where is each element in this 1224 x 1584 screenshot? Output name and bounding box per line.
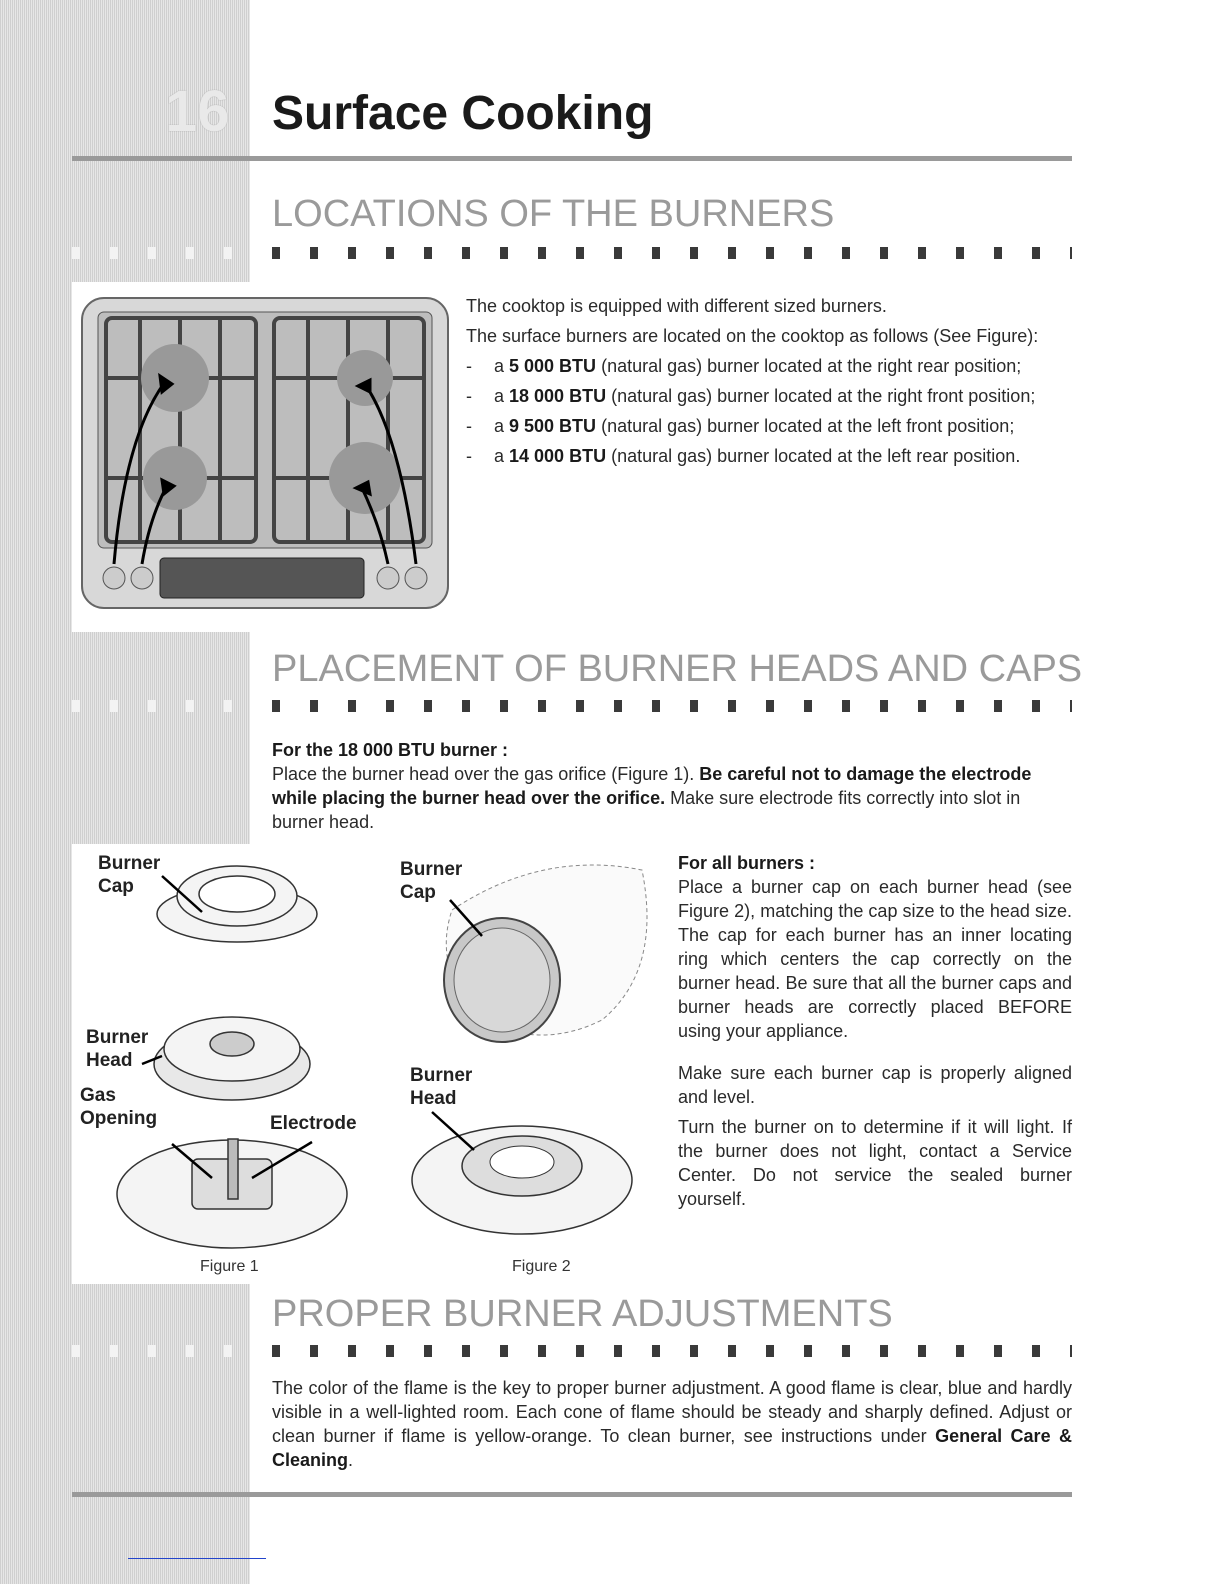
placement-text-end: Make sure electrode fits correctly into slot in burner head.	[272, 788, 1021, 832]
page-title: Surface Cooking	[272, 87, 654, 140]
footer-rule	[72, 1492, 1072, 1497]
fig2-head-label	[410, 1064, 472, 1110]
figure2-caption: Figure 2	[512, 1258, 571, 1275]
fig1-gas-label-line1: Gas	[80, 1085, 116, 1106]
divider-dots	[272, 247, 1072, 259]
btu-value: 5 000 BTU	[509, 356, 597, 376]
figure2-illustration	[392, 850, 662, 1260]
placement-intro	[272, 738, 1072, 834]
adjustments-end: .	[348, 1450, 354, 1470]
placement-warning: Be careful not to damage the electrode while placing the burner head over the orifice.	[272, 764, 1032, 808]
fig1-cap-label-line2: Cap	[98, 876, 134, 897]
all-burners-p1: Place a burner cap on each burner head (see Figure 2), matching the cap size to the head size. The cap for each burner has an inner locating ring which centers the cap correctly on the burner head. Be sure that all the burner caps and burner heads are correctly placed BEFORE using your appliance.	[678, 877, 1072, 1041]
section-title-placement: PLACEMENT OF BURNER HEADS AND CAPS	[272, 648, 1083, 690]
fig2-head-label-line2: Head	[410, 1088, 457, 1109]
burner-desc: (natural gas) burner located at the left front position;	[601, 416, 1015, 436]
divider-dots-left	[72, 247, 242, 259]
divider-dots-left	[72, 700, 242, 712]
subheading-all-burners: For all burners :	[678, 853, 816, 873]
fig1-cap-label-line1: Burner	[98, 853, 161, 874]
fig1-head-label-line2: Head	[86, 1050, 133, 1071]
fig2-cap-label-line2: Cap	[400, 882, 436, 903]
locations-text	[466, 294, 1076, 474]
subheading-18000: For the 18 000 BTU burner :	[272, 740, 509, 760]
locations-intro: The cooktop is equipped with different sized burners.	[466, 296, 887, 316]
fig1-head-label-line1: Burner	[86, 1027, 149, 1048]
all-burners-p3: Turn the burner on to determine if it will light. If the burner does not light, contact a Service Center. Do not service the sealed burner yourself.	[678, 1117, 1072, 1209]
burner-desc: (natural gas) burner located at the right rear position;	[601, 356, 1022, 376]
list-item: - a 9 500 BTU (natural gas) burner located at the left front position;	[466, 416, 1015, 436]
placement-text: Place the burner head over the gas orifice (Figure 1).	[272, 764, 695, 784]
general-care-ref: General Care & Cleaning	[272, 1426, 1072, 1470]
bottom-link-line	[128, 1558, 266, 1559]
divider-dots	[272, 1345, 1072, 1357]
fig1-head-label	[86, 1026, 148, 1072]
fig2-cap-label-line1: Burner	[400, 859, 463, 880]
burner-list	[466, 354, 1076, 468]
cooktop-illustration	[80, 296, 450, 610]
page-number: 16	[165, 79, 230, 144]
fig2-cap-label	[400, 858, 462, 904]
section-title-adjustments: PROPER BURNER ADJUSTMENTS	[272, 1293, 893, 1335]
fig2-head-label-line1: Burner	[410, 1065, 473, 1086]
all-burners-p2: Make sure each burner cap is properly aligned and level.	[678, 1063, 1072, 1107]
figure1-illustration	[112, 854, 362, 1264]
figures-panel	[72, 844, 668, 1284]
btu-value: 9 500 BTU	[509, 416, 597, 436]
list-item: - a 18 000 BTU (natural gas) burner located at the right front position;	[466, 386, 1036, 406]
burner-desc: (natural gas) burner located at the left rear position.	[611, 446, 1021, 466]
btu-value: 14 000 BTU	[509, 446, 607, 466]
adjustments-text	[272, 1376, 1072, 1472]
burner-desc: (natural gas) burner located at the right front position;	[611, 386, 1036, 406]
cooktop-figure-panel	[72, 282, 452, 632]
divider-dots	[272, 700, 1072, 712]
adjustments-paragraph: The color of the flame is the key to proper burner adjustment. A good flame is clear, blue and hardly visible in a well-lighted room. Each cone of flame should be steady and sharply defined. Adjust or clean burner if flame is yellow-orange. To clean burner, see instructions under	[272, 1378, 1072, 1446]
fig1-electrode-label: Electrode	[270, 1113, 357, 1134]
fig1-gas-label-line2: Opening	[80, 1108, 158, 1129]
list-item: - a 5 000 BTU (natural gas) burner located at the right rear position;	[466, 356, 1022, 376]
all-burners-text	[678, 851, 1072, 1217]
fig1-cap-label	[98, 852, 160, 898]
figure1-caption: Figure 1	[200, 1258, 259, 1275]
divider-dots-left	[72, 1345, 242, 1357]
list-item: - a 14 000 BTU (natural gas) burner located at the left rear position.	[466, 446, 1021, 466]
locations-lead: The surface burners are located on the cooktop as follows (See Figure):	[466, 326, 1039, 346]
section-title-locations: LOCATIONS OF THE BURNERS	[272, 193, 835, 235]
header-rule	[72, 156, 1072, 161]
fig1-gas-label	[80, 1084, 157, 1130]
btu-value: 18 000 BTU	[509, 386, 607, 406]
